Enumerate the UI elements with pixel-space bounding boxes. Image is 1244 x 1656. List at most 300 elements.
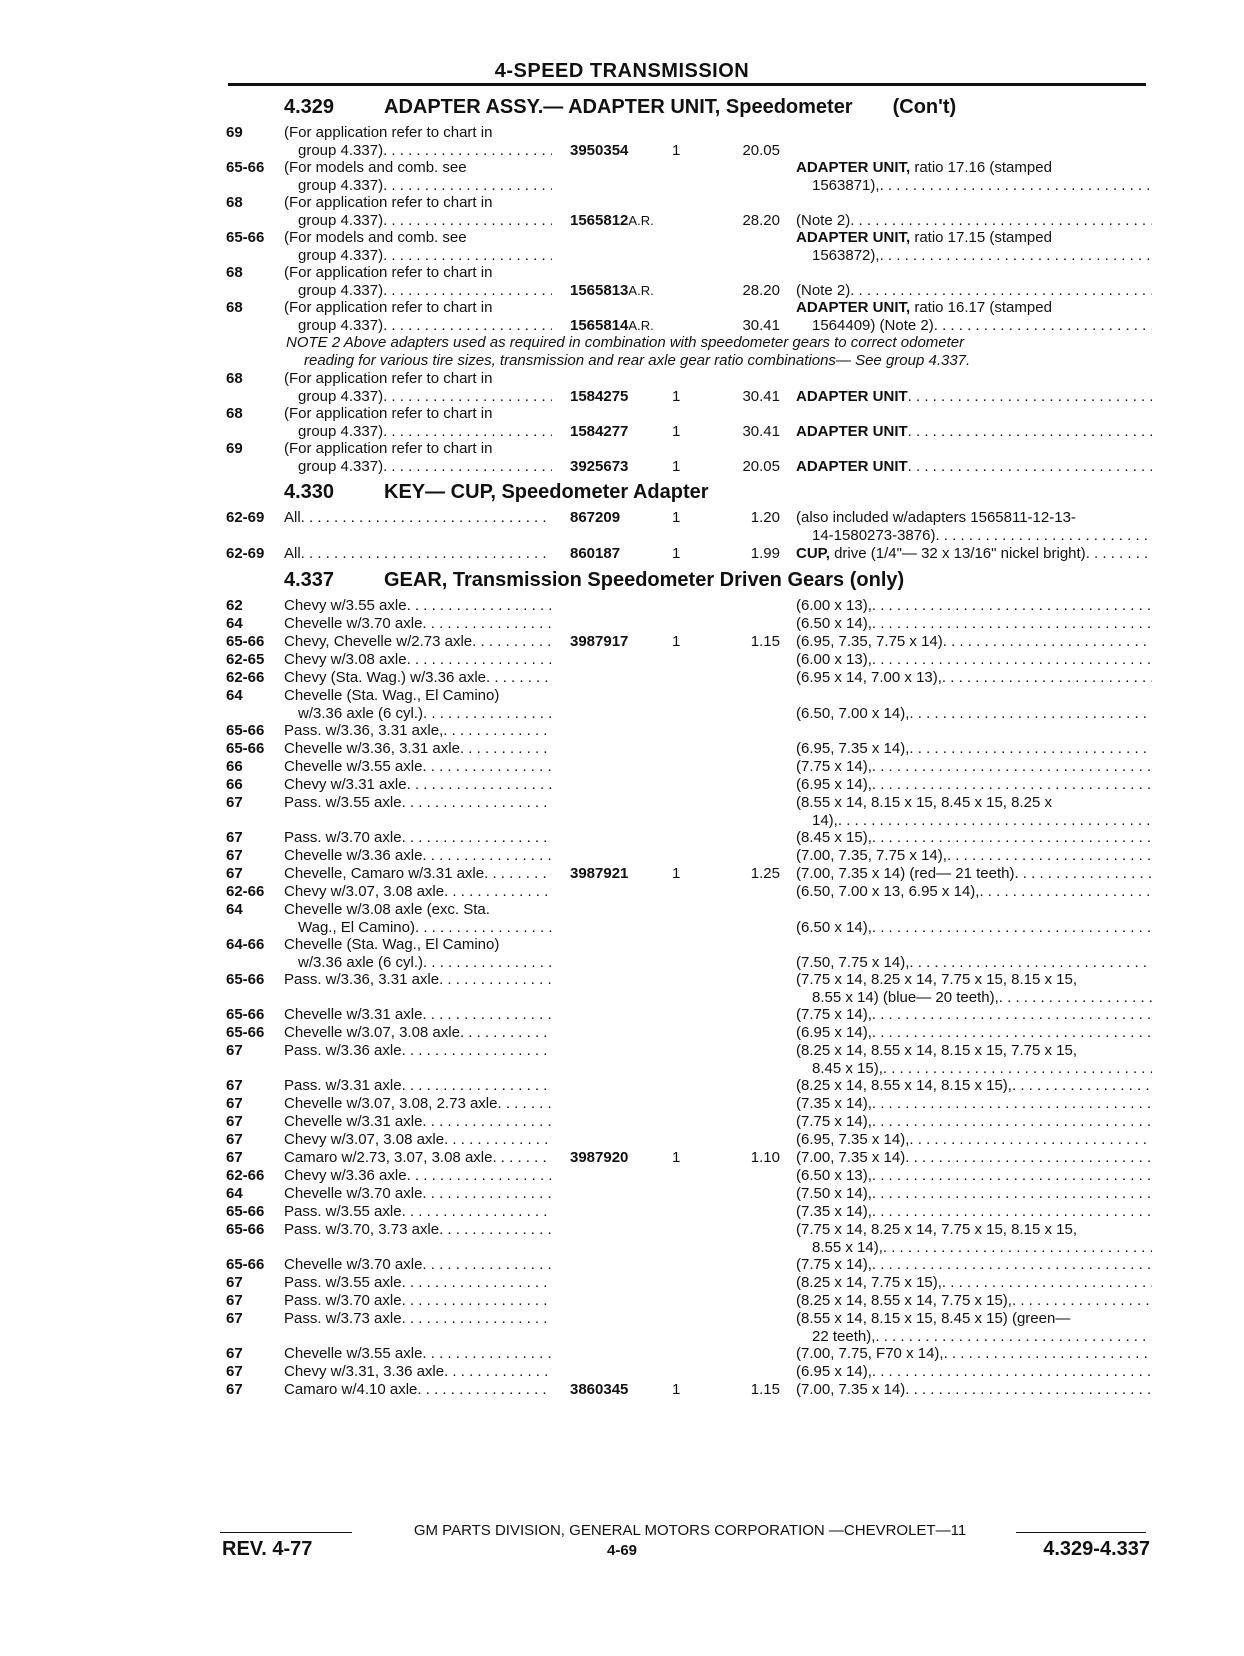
description-text: (8.45 x 15), bbox=[796, 829, 872, 846]
note-line-2: reading for various tire sizes, transmission and rear axle gear ratio combinations— See group 4.337. bbox=[304, 352, 971, 369]
parts-row bbox=[0, 722, 1244, 740]
description-line-1-text bbox=[796, 776, 872, 794]
parts-row bbox=[0, 776, 1244, 794]
parts-row bbox=[0, 901, 1244, 937]
list-price: 1.99 bbox=[750, 545, 780, 562]
description-line-1-text bbox=[796, 883, 979, 901]
description-text: (8.55 x 14, 8.15 x 15, 8.45 x 15) (green— bbox=[796, 1310, 1071, 1327]
description-line-1 bbox=[796, 847, 1152, 865]
description-line-2-text: 1563871), bbox=[812, 177, 880, 194]
parts-row bbox=[0, 299, 1244, 335]
model-years: 67 bbox=[226, 865, 243, 882]
application-line-1 bbox=[284, 1256, 552, 1274]
model-years: 65-66 bbox=[226, 1006, 265, 1023]
application-line-1-text: Pass. w/3.55 axle bbox=[284, 1274, 402, 1291]
parts-row bbox=[0, 1149, 1244, 1167]
part-number bbox=[570, 388, 628, 406]
parts-row bbox=[0, 370, 1244, 406]
application bbox=[284, 1185, 552, 1203]
application-line-1-text: Chevy w/3.08 axle bbox=[284, 651, 407, 668]
model-years: 69 bbox=[226, 440, 243, 457]
revision-date: REV. 4-77 bbox=[222, 1538, 313, 1560]
page-number: 4-69 bbox=[606, 1542, 638, 1559]
parts-row bbox=[0, 159, 1244, 195]
application bbox=[284, 1292, 552, 1310]
description-line-1-text: (6.50, 7.00 x 14), bbox=[796, 705, 910, 722]
description-line-1-text bbox=[796, 633, 943, 651]
application bbox=[284, 1149, 552, 1167]
parts-row bbox=[0, 509, 1244, 545]
description-line-1 bbox=[796, 423, 1152, 441]
description bbox=[796, 1149, 1152, 1167]
parts-row bbox=[0, 651, 1244, 669]
description-line-1-text bbox=[796, 458, 908, 476]
description-text: drive (1/4"— 32 x 13/16" nickel bright) bbox=[829, 545, 1086, 562]
part-number bbox=[570, 509, 620, 527]
parts-row bbox=[0, 1292, 1244, 1310]
description-line-1-text bbox=[796, 1363, 872, 1381]
description-line-1 bbox=[796, 740, 1152, 758]
part-number-text: 3950354 bbox=[570, 142, 629, 159]
model-years: 65-66 bbox=[226, 722, 265, 739]
description-text: (7.00, 7.35 x 14) bbox=[796, 1149, 906, 1166]
description-text: (6.95 x 14), bbox=[796, 1024, 872, 1041]
application-line-1-text: Chevelle w/3.07, 3.08, 2.73 axle bbox=[284, 1095, 498, 1112]
description-line-1 bbox=[796, 159, 1152, 177]
description bbox=[796, 758, 1152, 776]
description-line-1-text bbox=[796, 615, 872, 633]
parts-row bbox=[0, 740, 1244, 758]
description-line-1-text bbox=[796, 1203, 872, 1221]
application-line-1-text: Chevelle w/3.31 axle bbox=[284, 1006, 423, 1023]
description-line-1 bbox=[796, 669, 1152, 687]
application-line-2 bbox=[284, 954, 552, 972]
description-line-1 bbox=[796, 1113, 1152, 1131]
part-number-text: 3987920 bbox=[570, 1149, 629, 1166]
description-line-1 bbox=[796, 651, 1152, 669]
model-years: 67 bbox=[226, 1310, 243, 1327]
description-line-1 bbox=[796, 1149, 1152, 1167]
application-line-1-text: Camaro w/2.73, 3.07, 3.08 axle bbox=[284, 1149, 493, 1166]
description-line-1 bbox=[796, 776, 1152, 794]
model-years: 69 bbox=[226, 124, 243, 141]
application-line-1 bbox=[284, 545, 552, 563]
part-number bbox=[570, 458, 628, 476]
description-line-1 bbox=[796, 705, 1152, 723]
application bbox=[284, 829, 552, 847]
description-line-1 bbox=[796, 1203, 1152, 1221]
application-line-1 bbox=[284, 1381, 552, 1399]
application bbox=[284, 687, 552, 723]
description-line-2 bbox=[796, 1239, 1152, 1257]
parts-row bbox=[0, 971, 1244, 1007]
application-line-2 bbox=[284, 177, 552, 195]
application-line-1-text: Chevy w/3.31, 3.36 axle bbox=[284, 1363, 445, 1380]
description bbox=[796, 509, 1152, 545]
application-line-1 bbox=[284, 1185, 552, 1203]
description-line-2-text: 22 teeth), bbox=[812, 1328, 876, 1345]
description-line-1-text bbox=[796, 847, 947, 865]
description-line-1-text bbox=[796, 1131, 909, 1149]
description bbox=[796, 1221, 1152, 1257]
application-line-2-text: w/3.36 axle (6 cyl.) bbox=[298, 705, 424, 722]
application-line-2-text: Wag., El Camino) bbox=[298, 919, 415, 936]
model-years: 67 bbox=[226, 1149, 243, 1166]
description-line-1-text bbox=[796, 669, 942, 687]
parts-row bbox=[0, 829, 1244, 847]
amount-required: A.R. bbox=[628, 318, 654, 333]
description-keyword: ADAPTER UNIT, bbox=[796, 299, 911, 316]
description-line-1-text bbox=[796, 651, 872, 669]
application-line-2-text: group 4.337) bbox=[298, 388, 384, 405]
description-text: ratio 17.15 (stamped bbox=[910, 229, 1052, 246]
application-line-1 bbox=[284, 651, 552, 669]
description-line-1-text bbox=[796, 1292, 1012, 1310]
description bbox=[796, 282, 1152, 300]
application-line-1-text: Pass. w/3.55 axle bbox=[284, 794, 402, 811]
application bbox=[284, 794, 552, 812]
description-line-1 bbox=[796, 954, 1152, 972]
description-line-1-text bbox=[796, 545, 1086, 563]
description bbox=[796, 1274, 1152, 1292]
model-years: 62-65 bbox=[226, 651, 265, 668]
parts-row bbox=[0, 264, 1244, 300]
application bbox=[284, 597, 552, 615]
application-line-1-text: Chevy (Sta. Wag.) w/3.36 axle bbox=[284, 669, 487, 686]
description bbox=[796, 1042, 1152, 1078]
application-line-1-text: Chevelle w/3.31 axle bbox=[284, 1113, 423, 1130]
parts-row bbox=[0, 1006, 1244, 1024]
model-years: 62-66 bbox=[226, 669, 265, 686]
parts-row bbox=[0, 1095, 1244, 1113]
description bbox=[796, 1131, 1152, 1149]
application bbox=[284, 901, 552, 937]
model-years: 65-66 bbox=[226, 159, 265, 176]
application bbox=[284, 1042, 552, 1060]
application bbox=[284, 124, 552, 160]
description-line-1 bbox=[796, 1131, 1152, 1149]
application-line-1-text: Chevelle w/3.70 axle bbox=[284, 615, 423, 632]
application-line-1-text: Chevy w/3.36 axle bbox=[284, 1167, 407, 1184]
application-line-1 bbox=[284, 740, 552, 758]
part-number bbox=[570, 1149, 628, 1167]
application-line-1 bbox=[284, 847, 552, 865]
parts-row bbox=[0, 1024, 1244, 1042]
description-text: (6.95 x 14), bbox=[796, 776, 872, 793]
description-text: (6.95 x 14), bbox=[796, 1363, 872, 1380]
description-line-1 bbox=[796, 1221, 1152, 1239]
description-line-1-text bbox=[796, 1024, 872, 1042]
part-number bbox=[570, 423, 628, 441]
quantity: 1 bbox=[672, 1381, 681, 1398]
application bbox=[284, 509, 552, 527]
application-line-1-text: Chevelle w/3.07, 3.08 axle bbox=[284, 1024, 460, 1041]
description bbox=[796, 212, 1152, 230]
application-line-2-text: group 4.337) bbox=[298, 458, 384, 475]
model-years: 67 bbox=[226, 1381, 243, 1398]
application-line-1-text: Chevy w/3.55 axle bbox=[284, 597, 407, 614]
list-price: 1.15 bbox=[750, 1381, 780, 1398]
application bbox=[284, 865, 552, 883]
amount-required: A.R. bbox=[628, 283, 654, 298]
application bbox=[284, 1024, 552, 1042]
model-years: 65-66 bbox=[226, 1221, 265, 1238]
application-line-1-text: Pass. w/3.31 axle bbox=[284, 1077, 402, 1094]
parts-row bbox=[0, 405, 1244, 441]
application bbox=[284, 1131, 552, 1149]
description-text: (7.75 x 14), bbox=[796, 1006, 872, 1023]
application-line-1: (For application refer to chart in bbox=[284, 264, 493, 281]
application-line-1-text: Pass. w/3.70 axle bbox=[284, 829, 402, 846]
application-line-2 bbox=[284, 212, 552, 230]
part-number bbox=[570, 212, 654, 230]
model-years: 66 bbox=[226, 776, 243, 793]
parts-row bbox=[0, 615, 1244, 633]
description-line-1-text bbox=[796, 282, 850, 300]
description bbox=[796, 597, 1152, 615]
application-line-1 bbox=[284, 1292, 552, 1310]
section-title: GEAR, Transmission Speedometer Driven Gears (only) bbox=[384, 569, 905, 591]
model-years: 68 bbox=[226, 405, 243, 422]
description-line-1-text bbox=[796, 597, 872, 615]
description bbox=[796, 954, 1152, 972]
description-line-1-text bbox=[796, 1185, 872, 1203]
description-line-1 bbox=[796, 212, 1152, 230]
application bbox=[284, 776, 552, 794]
application-line-1: (For application refer to chart in bbox=[284, 124, 493, 141]
description-line-1-text bbox=[796, 1345, 944, 1363]
application-line-1 bbox=[284, 1042, 552, 1060]
description-line-1-text bbox=[796, 212, 850, 230]
description-text: (8.25 x 14, 8.55 x 14, 8.15 x 15, 7.75 x 15, bbox=[796, 1042, 1078, 1059]
application-line-1 bbox=[284, 776, 552, 794]
application-line-1 bbox=[284, 615, 552, 633]
list-price: 28.20 bbox=[742, 282, 780, 299]
section-heading bbox=[284, 569, 944, 592]
description-line-2-text: 8.45 x 15), bbox=[812, 1060, 883, 1077]
application-line-1-text: Chevelle w/3.36, 3.31 axle bbox=[284, 740, 460, 757]
application-line-1: (For application refer to chart in bbox=[284, 370, 493, 387]
description-line-2-text: 8.55 x 14) (blue— 20 teeth), bbox=[812, 989, 999, 1006]
application-line-1-text: Pass. w/3.70 axle bbox=[284, 1292, 402, 1309]
description-keyword: ADAPTER UNIT, bbox=[796, 159, 911, 176]
part-number-text: 3860345 bbox=[570, 1381, 629, 1398]
parts-row bbox=[0, 865, 1244, 883]
note-2 bbox=[286, 334, 970, 370]
application-line-1: (For application refer to chart in bbox=[284, 440, 493, 457]
description-line-1 bbox=[796, 1095, 1152, 1113]
amount-required: A.R. bbox=[628, 213, 654, 228]
application-line-1 bbox=[284, 794, 552, 812]
parts-row bbox=[0, 1221, 1244, 1257]
application-line-1: (For application refer to chart in bbox=[284, 405, 493, 422]
application-line-1 bbox=[284, 1131, 552, 1149]
description bbox=[796, 458, 1152, 476]
application-line-2 bbox=[284, 282, 552, 300]
application-line-1-text: Chevelle, Camaro w/3.31 axle bbox=[284, 865, 485, 882]
description-line-1-text bbox=[796, 1167, 872, 1185]
application-line-1: (For application refer to chart in bbox=[284, 299, 493, 316]
description-text: (6.50 x 14), bbox=[796, 615, 872, 632]
description-text: (7.00, 7.35 x 14) bbox=[796, 1381, 906, 1398]
footer-rule-left bbox=[220, 1532, 352, 1533]
part-number bbox=[570, 545, 620, 563]
description-line-1 bbox=[796, 1167, 1152, 1185]
description-line-1 bbox=[796, 1006, 1152, 1024]
application-line-1-text: All bbox=[284, 545, 301, 562]
application-line-1 bbox=[284, 509, 552, 527]
section-number: 4.330 bbox=[284, 481, 335, 503]
part-number bbox=[570, 142, 628, 160]
description bbox=[796, 1292, 1152, 1310]
application bbox=[284, 1006, 552, 1024]
application bbox=[284, 936, 552, 972]
section-title: KEY— CUP, Speedometer Adapter bbox=[384, 481, 709, 503]
application-line-1-text: Pass. w/3.36, 3.31 axle bbox=[284, 971, 440, 988]
parts-row bbox=[0, 597, 1244, 615]
parts-row bbox=[0, 1113, 1244, 1131]
section-heading bbox=[284, 96, 956, 119]
section-title: ADAPTER ASSY.— ADAPTER UNIT, Speedometer bbox=[384, 96, 853, 118]
application-line-1 bbox=[284, 1310, 552, 1328]
model-years: 65-66 bbox=[226, 1024, 265, 1041]
description-text: (6.00 x 13), bbox=[796, 597, 872, 614]
application-line-2-text: group 4.337) bbox=[298, 247, 384, 264]
part-number-text: 3987917 bbox=[570, 633, 629, 650]
application-line-1 bbox=[284, 1095, 552, 1113]
application bbox=[284, 545, 552, 563]
parts-row bbox=[0, 229, 1244, 265]
description bbox=[796, 615, 1152, 633]
description bbox=[796, 1077, 1152, 1095]
application bbox=[284, 1363, 552, 1381]
description-keyword: ADAPTER UNIT bbox=[796, 388, 908, 405]
application-line-1-text: Pass. w/3.36, 3.31 axle, bbox=[284, 722, 444, 739]
model-years: 67 bbox=[226, 1077, 243, 1094]
list-price: 28.20 bbox=[742, 212, 780, 229]
description-line-2 bbox=[796, 1328, 1152, 1346]
list-price: 1.15 bbox=[750, 633, 780, 650]
application bbox=[284, 1095, 552, 1113]
description-line-1 bbox=[796, 633, 1152, 651]
application-line-1: Chevelle w/3.08 axle (exc. Sta. bbox=[284, 901, 490, 918]
section-continued: (Con't) bbox=[892, 96, 957, 118]
title-rule bbox=[228, 83, 1146, 86]
description-text: (6.50, 7.00 x 13, 6.95 x 14), bbox=[796, 883, 980, 900]
quantity: 1 bbox=[672, 865, 681, 882]
application bbox=[284, 669, 552, 687]
application-line-2-text: group 4.337) bbox=[298, 142, 384, 159]
description-line-2 bbox=[796, 989, 1152, 1007]
description-text: (8.55 x 14, 8.15 x 15, 8.45 x 15, 8.25 x bbox=[796, 794, 1053, 811]
part-number bbox=[570, 1381, 628, 1399]
part-number bbox=[570, 282, 654, 300]
description-line-1 bbox=[796, 865, 1152, 883]
application bbox=[284, 1310, 552, 1328]
description-line-1 bbox=[796, 1292, 1152, 1310]
application-line-1: Chevelle (Sta. Wag., El Camino) bbox=[284, 687, 500, 704]
parts-row bbox=[0, 1185, 1244, 1203]
description-line-1 bbox=[796, 1042, 1152, 1060]
application-line-1 bbox=[284, 633, 552, 651]
application-line-2-text: group 4.337) bbox=[298, 177, 384, 194]
description-text: (7.75 x 14), bbox=[796, 1256, 872, 1273]
application-line-1: Chevelle (Sta. Wag., El Camino) bbox=[284, 936, 500, 953]
application bbox=[284, 1113, 552, 1131]
application bbox=[284, 264, 552, 300]
application-line-1-text: Chevy w/3.31 axle bbox=[284, 776, 407, 793]
model-years: 65-66 bbox=[226, 633, 265, 650]
part-number-text: 1565814 bbox=[570, 317, 629, 334]
description-text: ratio 17.16 (stamped bbox=[910, 159, 1052, 176]
description-line-1-text bbox=[796, 740, 909, 758]
description bbox=[796, 1024, 1152, 1042]
description bbox=[796, 669, 1152, 687]
description-line-1-text bbox=[796, 1149, 905, 1167]
description bbox=[796, 1381, 1152, 1399]
list-price: 30.41 bbox=[742, 423, 780, 440]
description-line-1-text bbox=[796, 1113, 872, 1131]
application-line-1-text: Pass. w/3.36 axle bbox=[284, 1042, 402, 1059]
description-line-1 bbox=[796, 458, 1152, 476]
application-line-1 bbox=[284, 1274, 552, 1292]
description bbox=[796, 545, 1152, 563]
parts-row bbox=[0, 1203, 1244, 1221]
application bbox=[284, 440, 552, 476]
model-years: 67 bbox=[226, 1131, 243, 1148]
model-years: 67 bbox=[226, 1095, 243, 1112]
description-line-1 bbox=[796, 883, 1152, 901]
quantity: 1 bbox=[672, 388, 681, 405]
application-line-1 bbox=[284, 865, 552, 883]
parts-row bbox=[0, 1256, 1244, 1274]
application bbox=[284, 194, 552, 230]
description-text: (6.00 x 13), bbox=[796, 651, 872, 668]
description bbox=[796, 651, 1152, 669]
model-years: 65-66 bbox=[226, 1256, 265, 1273]
note-line-1: NOTE 2 Above adapters used as required in combination with speedometer gears to correct odometer bbox=[286, 334, 965, 351]
application-line-1 bbox=[284, 1113, 552, 1131]
parts-row bbox=[0, 1274, 1244, 1292]
description-keyword: ADAPTER UNIT bbox=[796, 423, 908, 440]
description-line-1-text bbox=[796, 1256, 872, 1274]
application-line-1 bbox=[284, 597, 552, 615]
quantity: 1 bbox=[672, 633, 681, 650]
description bbox=[796, 1363, 1152, 1381]
description bbox=[796, 299, 1152, 335]
description-text: (7.75 x 14), bbox=[796, 758, 872, 775]
application bbox=[284, 1381, 552, 1399]
part-number bbox=[570, 317, 654, 335]
application bbox=[284, 847, 552, 865]
part-number-text: 867209 bbox=[570, 509, 621, 526]
model-years: 62-66 bbox=[226, 1167, 265, 1184]
description-keyword: ADAPTER UNIT, bbox=[796, 229, 911, 246]
part-number-text: 1565813 bbox=[570, 282, 629, 299]
list-price: 20.05 bbox=[742, 458, 780, 475]
model-years: 68 bbox=[226, 299, 243, 316]
description bbox=[796, 1185, 1152, 1203]
quantity: 1 bbox=[672, 1149, 681, 1166]
description-line-1-text bbox=[796, 758, 872, 776]
description-text: (8.25 x 14, 8.55 x 14, 8.15 x 15), bbox=[796, 1077, 1012, 1094]
description-line-1 bbox=[796, 388, 1152, 406]
description-line-1-text bbox=[796, 1077, 1012, 1095]
application-line-1 bbox=[284, 722, 552, 740]
application-line-1 bbox=[284, 1363, 552, 1381]
model-years: 62-69 bbox=[226, 509, 265, 526]
application-line-1 bbox=[284, 829, 552, 847]
